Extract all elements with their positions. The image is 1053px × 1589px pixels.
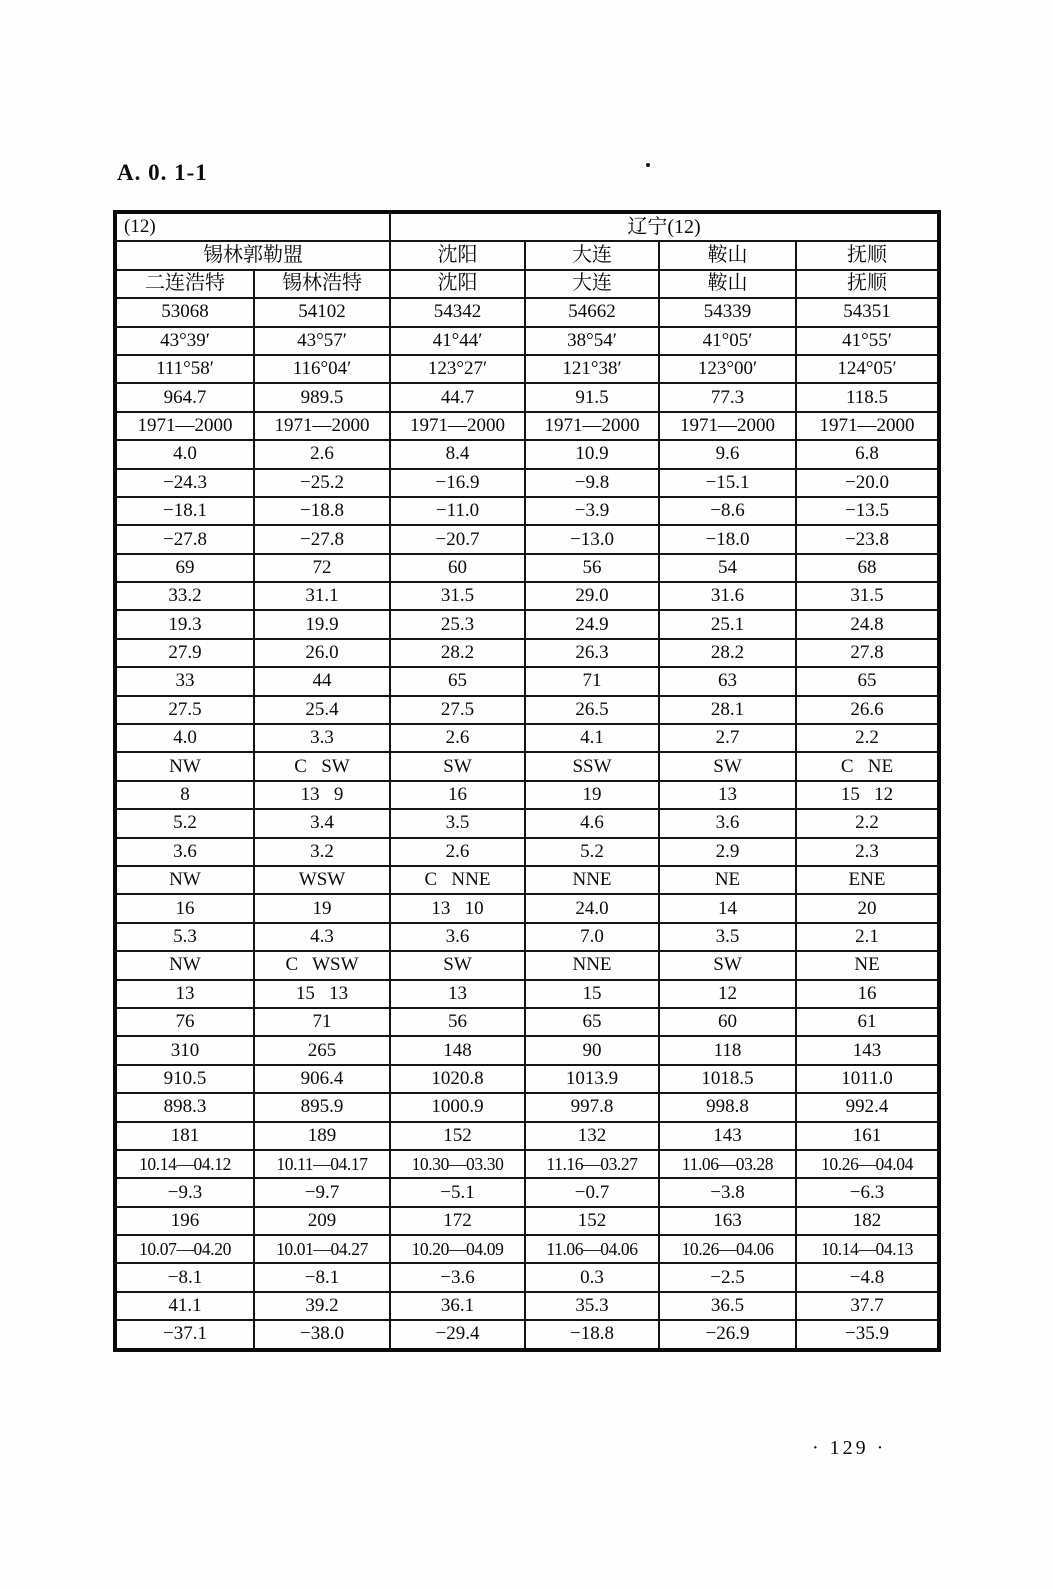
table-cell: 1971—2000: [254, 412, 390, 440]
table-cell: 28.2: [390, 639, 525, 667]
table-cell: 152: [390, 1122, 525, 1150]
city-name-cell: 抚顺: [796, 241, 939, 269]
table-cell: 63: [659, 667, 796, 695]
table-cell: −18.8: [525, 1320, 659, 1349]
header-row-group: [115, 241, 939, 269]
table-cell: SW: [659, 752, 796, 780]
table-row: [115, 894, 939, 922]
table-cell: −13.0: [525, 525, 659, 553]
table-cell: 2.2: [796, 724, 939, 752]
table-row: [115, 951, 939, 979]
table-cell: 77.3: [659, 383, 796, 411]
table-cell: 10.9: [525, 440, 659, 468]
table-cell: 10.07—04.20: [115, 1235, 254, 1263]
table-cell: −13.5: [796, 497, 939, 525]
table-cell: 992.4: [796, 1093, 939, 1121]
table-cell: −29.4: [390, 1320, 525, 1349]
table-row: [115, 355, 939, 383]
table-cell: 2.3: [796, 838, 939, 866]
table-cell: 24.0: [525, 894, 659, 922]
table-cell: C SW: [254, 752, 390, 780]
table-cell: SW: [659, 951, 796, 979]
table-cell: 182: [796, 1207, 939, 1235]
table-cell: 19: [254, 894, 390, 922]
table-cell: 10.14—04.13: [796, 1235, 939, 1263]
table-cell: 37.7: [796, 1292, 939, 1320]
table-cell: SW: [390, 951, 525, 979]
table-cell: 1971—2000: [390, 412, 525, 440]
table-row: [115, 1178, 939, 1206]
table-row: [115, 752, 939, 780]
table-cell: 163: [659, 1207, 796, 1235]
table-cell: 35.3: [525, 1292, 659, 1320]
table-cell: 38°54′: [525, 327, 659, 355]
table-cell: 36.5: [659, 1292, 796, 1320]
table-cell: 26.5: [525, 696, 659, 724]
table-cell: −6.3: [796, 1178, 939, 1206]
table-cell: 15: [525, 980, 659, 1008]
table-cell: 53068: [115, 298, 254, 326]
table-cell: C NNE: [390, 866, 525, 894]
table-cell: 181: [115, 1122, 254, 1150]
table-cell: 60: [659, 1008, 796, 1036]
table-row: [115, 582, 939, 610]
city-name-cell: 鞍山: [659, 241, 796, 269]
table-cell: 3.6: [390, 923, 525, 951]
table-cell: −11.0: [390, 497, 525, 525]
table-cell: 20: [796, 894, 939, 922]
table-cell: 997.8: [525, 1093, 659, 1121]
table-cell: WSW: [254, 866, 390, 894]
table-cell: 4.0: [115, 724, 254, 752]
table-cell: 111°58′: [115, 355, 254, 383]
table-cell: 12: [659, 980, 796, 1008]
table-cell: −3.8: [659, 1178, 796, 1206]
city-name-cell: 大连: [525, 241, 659, 269]
table-cell: 189: [254, 1122, 390, 1150]
table-cell: 54339: [659, 298, 796, 326]
table-cell: −35.9: [796, 1320, 939, 1349]
table-cell: 31.5: [390, 582, 525, 610]
table-cell: 41°44′: [390, 327, 525, 355]
table-cell: 5.2: [115, 809, 254, 837]
table-cell: 28.2: [659, 639, 796, 667]
table-cell: 152: [525, 1207, 659, 1235]
table-cell: 2.6: [390, 724, 525, 752]
table-cell: 54102: [254, 298, 390, 326]
table-cell: 71: [254, 1008, 390, 1036]
station-name-cell: 锡林浩特: [254, 270, 390, 298]
table-cell: 2.7: [659, 724, 796, 752]
table-cell: 14: [659, 894, 796, 922]
table-cell: 1971—2000: [115, 412, 254, 440]
header-row-regions: [115, 212, 939, 241]
climate-data-table: [113, 210, 941, 1352]
table-cell: 5.2: [525, 838, 659, 866]
table-cell: 1971—2000: [659, 412, 796, 440]
table-cell: −3.6: [390, 1263, 525, 1291]
table-cell: 54662: [525, 298, 659, 326]
table-cell: 118.5: [796, 383, 939, 411]
table-row: [115, 1036, 939, 1064]
table-cell: 54342: [390, 298, 525, 326]
table-cell: 3.5: [659, 923, 796, 951]
table-cell: 172: [390, 1207, 525, 1235]
table-cell: 123°27′: [390, 355, 525, 383]
table-cell: 1020.8: [390, 1065, 525, 1093]
table-cell: 196: [115, 1207, 254, 1235]
table-cell: 61: [796, 1008, 939, 1036]
group-name-cell: 锡林郭勒盟: [115, 241, 390, 269]
table-cell: −37.1: [115, 1320, 254, 1349]
table-label: A. 0. 1-1: [117, 160, 208, 185]
table-cell: SSW: [525, 752, 659, 780]
table-row: [115, 1320, 939, 1349]
table-row: [115, 383, 939, 411]
table-cell: 16: [115, 894, 254, 922]
table-cell: −18.8: [254, 497, 390, 525]
table-cell: 11.16—03.27: [525, 1150, 659, 1178]
table-cell: −20.7: [390, 525, 525, 553]
table-row: [115, 440, 939, 468]
table-cell: 31.1: [254, 582, 390, 610]
table-cell: 2.6: [390, 838, 525, 866]
station-name-cell: 大连: [525, 270, 659, 298]
table-cell: 2.2: [796, 809, 939, 837]
table-row: [115, 1008, 939, 1036]
table-cell: 910.5: [115, 1065, 254, 1093]
table-cell: 25.3: [390, 610, 525, 638]
table-row: [115, 1263, 939, 1291]
table-row: [115, 980, 939, 1008]
table-cell: 26.3: [525, 639, 659, 667]
table-cell: 44: [254, 667, 390, 695]
table-cell: 60: [390, 554, 525, 582]
table-cell: 54: [659, 554, 796, 582]
station-name-cell: 二连浩特: [115, 270, 254, 298]
table-cell: −15.1: [659, 469, 796, 497]
table-row: [115, 1292, 939, 1320]
table-cell: 310: [115, 1036, 254, 1064]
table-cell: 143: [659, 1122, 796, 1150]
table-cell: 11.06—04.06: [525, 1235, 659, 1263]
table-cell: −8.1: [115, 1263, 254, 1291]
table-cell: 1000.9: [390, 1093, 525, 1121]
table-cell: 895.9: [254, 1093, 390, 1121]
page-number: · 129 ·: [812, 1437, 887, 1459]
table-cell: C NE: [796, 752, 939, 780]
table-cell: NE: [796, 951, 939, 979]
table-cell: 3.2: [254, 838, 390, 866]
table-cell: 3.4: [254, 809, 390, 837]
table-cell: 25.1: [659, 610, 796, 638]
table-row: [115, 923, 939, 951]
table-cell: 26.0: [254, 639, 390, 667]
table-cell: −27.8: [115, 525, 254, 553]
table-cell: 41°55′: [796, 327, 939, 355]
table-cell: −16.9: [390, 469, 525, 497]
table-cell: 10.30—03.30: [390, 1150, 525, 1178]
table-cell: −18.0: [659, 525, 796, 553]
table-cell: 1971—2000: [525, 412, 659, 440]
table-row: [115, 781, 939, 809]
table-cell: 13 9: [254, 781, 390, 809]
table-cell: 19.9: [254, 610, 390, 638]
table-cell: 5.3: [115, 923, 254, 951]
table-cell: −27.8: [254, 525, 390, 553]
table-cell: 13: [659, 781, 796, 809]
table-cell: −9.7: [254, 1178, 390, 1206]
table-row: [115, 412, 939, 440]
table-cell: 31.5: [796, 582, 939, 610]
table-row: [115, 866, 939, 894]
table-cell: 10.01—04.27: [254, 1235, 390, 1263]
table-cell: −3.9: [525, 497, 659, 525]
table-cell: ENE: [796, 866, 939, 894]
table-cell: 143: [796, 1036, 939, 1064]
header-row-stations: [115, 270, 939, 298]
table-cell: 989.5: [254, 383, 390, 411]
table-cell: 31.6: [659, 582, 796, 610]
table-cell: 13 10: [390, 894, 525, 922]
table-cell: −38.0: [254, 1320, 390, 1349]
table-cell: 10.14—04.12: [115, 1150, 254, 1178]
table-body: [115, 212, 939, 1350]
table-cell: 148: [390, 1036, 525, 1064]
table-row: [115, 667, 939, 695]
table-cell: 27.5: [390, 696, 525, 724]
table-cell: −26.9: [659, 1320, 796, 1349]
table-cell: NW: [115, 951, 254, 979]
station-name-cell: 鞍山: [659, 270, 796, 298]
table-row: [115, 838, 939, 866]
table-cell: −0.7: [525, 1178, 659, 1206]
table-cell: NE: [659, 866, 796, 894]
table-cell: 4.1: [525, 724, 659, 752]
table-cell: −23.8: [796, 525, 939, 553]
table-cell: 906.4: [254, 1065, 390, 1093]
table-cell: NNE: [525, 866, 659, 894]
table-cell: 8.4: [390, 440, 525, 468]
station-name-cell: 抚顺: [796, 270, 939, 298]
table-cell: 68: [796, 554, 939, 582]
table-cell: 4.6: [525, 809, 659, 837]
table-cell: 898.3: [115, 1093, 254, 1121]
table-cell: −9.3: [115, 1178, 254, 1206]
table-cell: 10.11—04.17: [254, 1150, 390, 1178]
table-cell: 0.3: [525, 1263, 659, 1291]
table-cell: 43°57′: [254, 327, 390, 355]
table-row: [115, 298, 939, 326]
table-row: [115, 1093, 939, 1121]
table-cell: 161: [796, 1122, 939, 1150]
table-cell: 27.8: [796, 639, 939, 667]
table-cell: 25.4: [254, 696, 390, 724]
table-cell: −25.2: [254, 469, 390, 497]
table-cell: 124°05′: [796, 355, 939, 383]
table-cell: 43°39′: [115, 327, 254, 355]
table-cell: 28.1: [659, 696, 796, 724]
table-cell: 39.2: [254, 1292, 390, 1320]
table-cell: SW: [390, 752, 525, 780]
table-cell: 3.5: [390, 809, 525, 837]
table-cell: 65: [796, 667, 939, 695]
table-cell: 19.3: [115, 610, 254, 638]
table-cell: 209: [254, 1207, 390, 1235]
table-cell: 15 13: [254, 980, 390, 1008]
table-cell: 33.2: [115, 582, 254, 610]
table-cell: 27.5: [115, 696, 254, 724]
table-cell: 56: [525, 554, 659, 582]
table-cell: 54351: [796, 298, 939, 326]
table-cell: 15 12: [796, 781, 939, 809]
table-cell: 69: [115, 554, 254, 582]
table-row: [115, 696, 939, 724]
table-cell: 65: [525, 1008, 659, 1036]
table-cell: 998.8: [659, 1093, 796, 1121]
table-row: [115, 639, 939, 667]
table-cell: NW: [115, 866, 254, 894]
table-cell: 72: [254, 554, 390, 582]
table-cell: 10.26—04.04: [796, 1150, 939, 1178]
table-cell: 964.7: [115, 383, 254, 411]
table-cell: 132: [525, 1122, 659, 1150]
table-cell: 41.1: [115, 1292, 254, 1320]
table-row: [115, 1122, 939, 1150]
table-cell: 1018.5: [659, 1065, 796, 1093]
table-cell: 13: [390, 980, 525, 1008]
table-cell: −8.6: [659, 497, 796, 525]
table-cell: 4.0: [115, 440, 254, 468]
table-row: [115, 1150, 939, 1178]
table-cell: 10.26—04.06: [659, 1235, 796, 1263]
table-cell: 19: [525, 781, 659, 809]
table-row: [115, 554, 939, 582]
table-cell: 3.6: [659, 809, 796, 837]
table-row: [115, 327, 939, 355]
table-cell: 4.3: [254, 923, 390, 951]
table-cell: 123°00′: [659, 355, 796, 383]
table-cell: 16: [390, 781, 525, 809]
table-cell: 71: [525, 667, 659, 695]
table-cell: 2.9: [659, 838, 796, 866]
table-cell: 26.6: [796, 696, 939, 724]
table-cell: 91.5: [525, 383, 659, 411]
table-cell: 3.3: [254, 724, 390, 752]
table-cell: 41°05′: [659, 327, 796, 355]
table-cell: 3.6: [115, 838, 254, 866]
station-name-cell: 沈阳: [390, 270, 525, 298]
table-cell: 6.8: [796, 440, 939, 468]
table-cell: 1971—2000: [796, 412, 939, 440]
table-cell: 76: [115, 1008, 254, 1036]
table-cell: C WSW: [254, 951, 390, 979]
table-cell: 27.9: [115, 639, 254, 667]
region-code-cell: (12): [115, 212, 390, 241]
table-cell: −18.1: [115, 497, 254, 525]
table-cell: 56: [390, 1008, 525, 1036]
table-cell: 44.7: [390, 383, 525, 411]
table-cell: −2.5: [659, 1263, 796, 1291]
table-cell: 10.20—04.09: [390, 1235, 525, 1263]
table-cell: 116°04′: [254, 355, 390, 383]
table-cell: 13: [115, 980, 254, 1008]
table-cell: 121°38′: [525, 355, 659, 383]
table-cell: 9.6: [659, 440, 796, 468]
table-row: [115, 1065, 939, 1093]
table-cell: NW: [115, 752, 254, 780]
table-cell: 8: [115, 781, 254, 809]
table-cell: 90: [525, 1036, 659, 1064]
table-cell: 2.6: [254, 440, 390, 468]
region-name-cell: 辽宁(12): [390, 212, 939, 241]
table-cell: −5.1: [390, 1178, 525, 1206]
table-row: [115, 525, 939, 553]
table-cell: 33: [115, 667, 254, 695]
table-cell: 36.1: [390, 1292, 525, 1320]
table-cell: 1013.9: [525, 1065, 659, 1093]
table-cell: 11.06—03.28: [659, 1150, 796, 1178]
table-cell: 2.1: [796, 923, 939, 951]
city-name-cell: 沈阳: [390, 241, 525, 269]
table-cell: −9.8: [525, 469, 659, 497]
table-cell: 265: [254, 1036, 390, 1064]
table-row: [115, 1235, 939, 1263]
table-row: [115, 809, 939, 837]
table-cell: NNE: [525, 951, 659, 979]
table-cell: 24.9: [525, 610, 659, 638]
scan-artifact-dot: [646, 163, 650, 167]
table-cell: 24.8: [796, 610, 939, 638]
table-cell: 7.0: [525, 923, 659, 951]
table-cell: 29.0: [525, 582, 659, 610]
table-row: [115, 1207, 939, 1235]
table-cell: 65: [390, 667, 525, 695]
table-row: [115, 469, 939, 497]
table-row: [115, 497, 939, 525]
table-cell: −4.8: [796, 1263, 939, 1291]
table-cell: −20.0: [796, 469, 939, 497]
table-cell: −8.1: [254, 1263, 390, 1291]
table-cell: −24.3: [115, 469, 254, 497]
table-cell: 118: [659, 1036, 796, 1064]
table-cell: 1011.0: [796, 1065, 939, 1093]
table-row: [115, 724, 939, 752]
table-cell: 16: [796, 980, 939, 1008]
table-row: [115, 610, 939, 638]
